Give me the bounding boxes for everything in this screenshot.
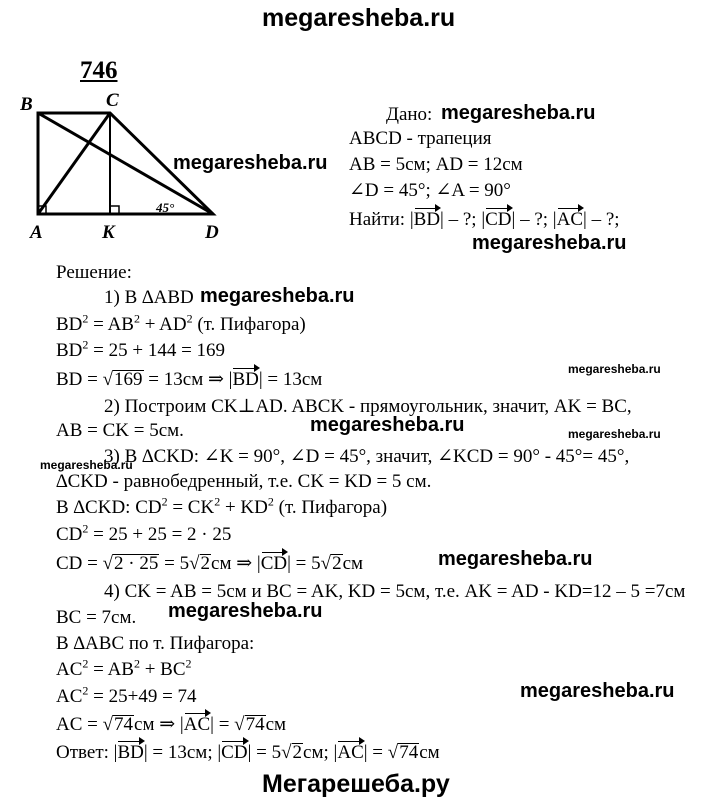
watermark: megaresheba.ru — [173, 152, 328, 174]
given-line: ∠D = 45°; ∠A = 90° — [349, 180, 511, 201]
solution-line: В ∆ABC по т. Пифагора: — [56, 633, 255, 654]
label-a: A — [30, 222, 43, 243]
solution-header: Решение: — [56, 262, 132, 283]
label-c: C — [106, 90, 119, 111]
solution-line: ∆CKD - равнобедренный, т.е. CK = KD = 5 см. — [56, 471, 432, 492]
solution-line: $BD^2 = 25 + 144 = 169$ — [56, 337, 226, 361]
diagonal-ac — [38, 113, 110, 214]
solution-line: $AC^2 = AB^2 + BC^2$ — [56, 656, 192, 680]
solution-line: В ∆CKD: $CD^2 = CK^2 + KD^2$ (т. Пифагора) — [56, 494, 388, 518]
solution-line: 2) Построим CK⊥AD. ABCK - прямоугольник, значит, AK = BC, — [104, 396, 632, 417]
footer-watermark: Мегарешеба.ру — [262, 770, 450, 798]
find-line: Найти: |BD| – ?; |CD| – ?; |AC| – ?; — [349, 209, 620, 230]
watermark-small: megaresheba.ru — [40, 458, 133, 472]
label-k: K — [102, 222, 115, 243]
solution-line: $BD^2 = AB^2 + AD^2$ (т. Пифагора) — [56, 311, 306, 335]
problem-number: 746 — [80, 57, 118, 84]
solution-line: AC = √74см ⇒ |AC| = √74см — [56, 714, 287, 735]
watermark-small: megaresheba.ru — [568, 427, 661, 441]
watermark: megaresheba.ru — [441, 102, 596, 124]
label-d: D — [205, 222, 219, 243]
watermark: megaresheba.ru — [520, 680, 675, 702]
given-line: ABCD - трапеция — [349, 128, 492, 149]
vector-ac: AC — [556, 209, 584, 230]
answer-line: Ответ: |BD| = 13см; |CD| = 5√2см; |AC| = √74см — [56, 742, 440, 763]
solution-line: 4) CK = AB = 5см и BC = AK, KD = 5см, т.е. AK = AD - KD=12 – 5 =7см — [104, 581, 686, 602]
given-line: AB = 5см; AD = 12см — [349, 154, 523, 175]
solution-line: AB = CK = 5см. — [56, 420, 184, 441]
label-b: B — [20, 94, 33, 115]
header-watermark: megaresheba.ru — [262, 4, 456, 32]
solution-line: $CD^2 = 25 + 25 = 2 \cdot 25$ — [56, 521, 232, 545]
solution-line: BD = √169 = 13см ⇒ |BD| = 13см — [56, 369, 323, 390]
solution-line: 3) В ∆CKD: ∠K = 90°, ∠D = 45°, значит, ∠KCD = 90° - 45°= 45°, — [104, 446, 630, 467]
angle-label: 45° — [156, 200, 175, 215]
given-title: Дано: — [386, 104, 433, 125]
watermark: megaresheba.ru — [438, 548, 593, 570]
solution-line: 1) В ∆ABD — [104, 287, 194, 308]
watermark: megaresheba.ru — [310, 414, 465, 436]
watermark: megaresheba.ru — [200, 285, 355, 307]
watermark: megaresheba.ru — [168, 600, 323, 622]
solution-line: BC = 7см. — [56, 607, 137, 628]
watermark-small: megaresheba.ru — [568, 362, 661, 376]
solution-line: CD = √2 · 25 = 5√2см ⇒ |CD| = 5√2см — [56, 553, 364, 574]
watermark: megaresheba.ru — [472, 232, 627, 254]
vector-cd: CD — [485, 209, 512, 230]
vector-bd: BD — [413, 209, 441, 230]
solution-line: $AC^2 = 25+49 = 74$ — [56, 683, 197, 707]
